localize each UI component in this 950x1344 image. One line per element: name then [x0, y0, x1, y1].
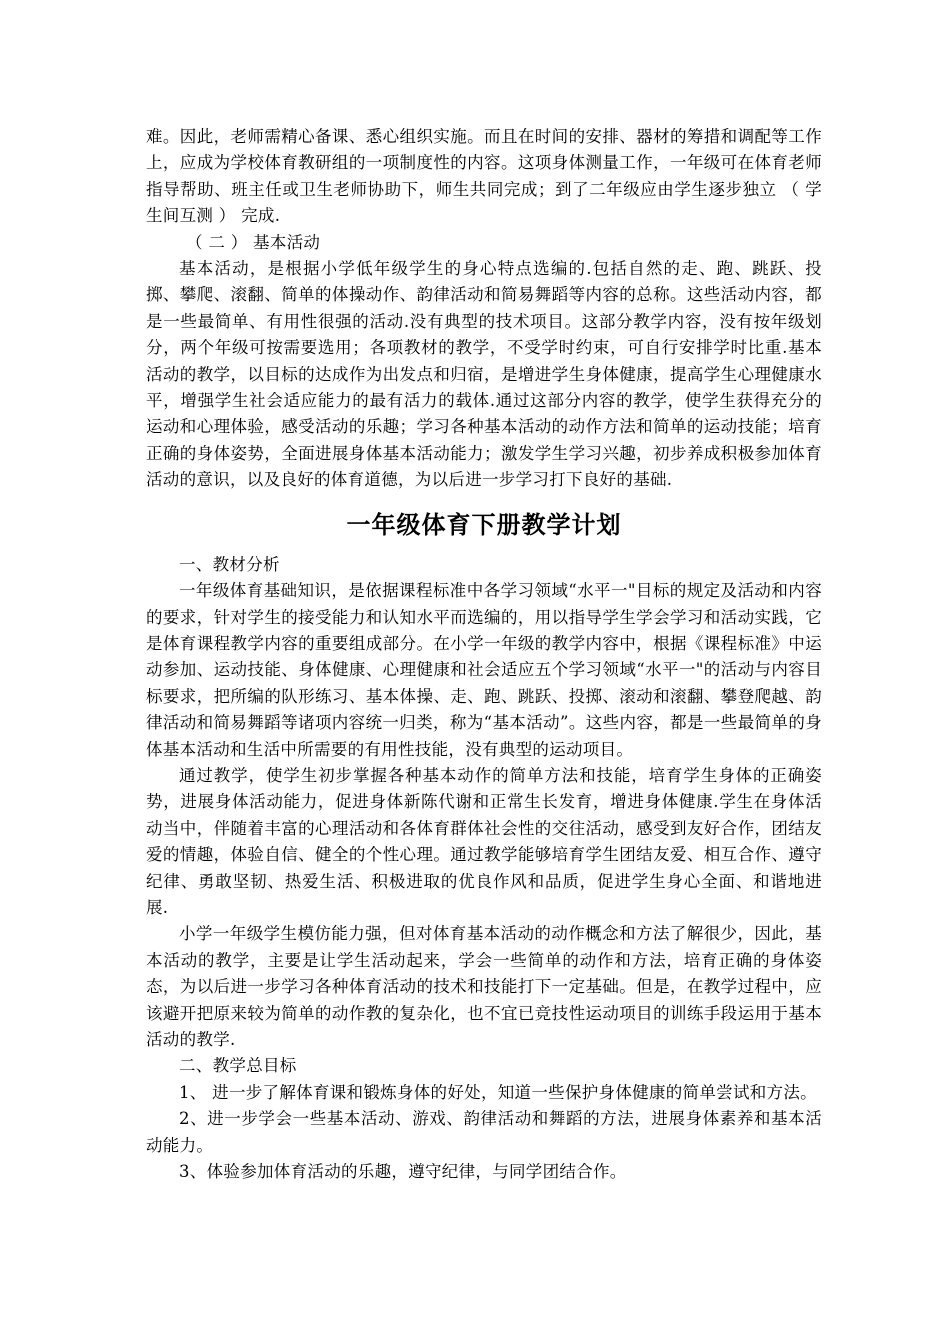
heading-basic-activities: （ 二 ） 基本活动 — [186, 232, 321, 252]
goal-item-3: 3、体验参加体育活动的乐趣，遵守纪律，与同学团结合作。 — [179, 1162, 627, 1182]
goal-item-2: 2、进一步学会一些基本活动、游戏、韵律活动和舞蹈的方法，进展身体素养和基本活动能力。 — [146, 1109, 822, 1155]
paragraph-analysis-1: 一年级体育基础知识，是依据课程标准中各学习领域“水平一"目标的规定及活动和内容的要求，针对学生的接受能力和认知水平而选编的，用以指导学生学会学习和活动实践，它是体育课程教学内容的重要组成部分。在小学一年级的教学内容中，根据《课程标准》中运动参加、运动技能、身体健康、心理健康和社会适应五个学习领域“水平一"的活动与内容目标要求，把所编的队形练习、基本体操、走、跑、跳跃、投掷、滚动和滚翻、攀登爬越、韵律活动和简易舞蹈等诸项内容统一归类，称为“基本活动”。这些内容，都是一些最简单的身体基本活动和生活中所需要的有用性技能，没有典型的运动项目。 — [146, 581, 822, 759]
paragraph-basic-activities: 基本活动，是根据小学低年级学生的身心特点选编的.包括自然的走、跑、跳跃、投掷、攀爬、滚翻、简单的体操动作、韵律活动和简易舞蹈等内容的总称。这些活动内容，都是一些最简单、有用性很强的活动.没有典型的技术项目。这部分教学内容，没有按年级划分，两个年级可按需要选用；各项教材的教学，不受学时约束，可自行安排学时比重.基本活动的教学，以目标的达成作为出发点和归宿，是增进学生身体健康，提高学生心理健康水平，增强学生社会适应能力的最有活力的载体.通过这部分内容的教学，使学生获得充分的运动和心理体验，感受活动的乐趣；学习各种基本活动的动作方法和简单的运动技能；培育正确的身体姿势，全面进展身体基本活动能力；激发学生学习兴趣，初步养成积极参加体育活动的意识，以及良好的体育道德，为以后进一步学习打下良好的基础. — [146, 259, 822, 490]
document-title: 一年级体育下册教学计划 — [346, 509, 622, 539]
heading-material-analysis: 一、教材分析 — [179, 554, 280, 574]
paragraph-intro: 难。因此，老师需精心备课、悉心组织实施。而且在时间的安排、器材的筹措和调配等工作上，应成为学校体育教研组的一项制度性的内容。这项身体测量工作，一年级可在体育老师指导帮助、班主任或卫生老师协助下，师生共同完成；到了二年级应由学生逐步独立 （ 学生间互测 ） 完成. — [146, 127, 822, 226]
document-page — [146, 124, 822, 1185]
goal-item-1: 1、 进一步了解体育课和锻炼身体的好处，知道一些保护身体健康的简单尝试和方法。 — [179, 1082, 817, 1102]
heading-teaching-goals: 二、教学总目标 — [179, 1056, 297, 1076]
paragraph-analysis-3: 小学一年级学生模仿能力强，但对体育基本活动的动作概念和方法了解很少，因此，基本活动的教学，主要是让学生活动起来，学会一些简单的动作和方法，培育正确的身体姿态，为以后进一步学习各种体育活动的技术和技能打下一定基础。但是，在教学过程中，应该避开把原来较为简单的动作教的复杂化，也不宜已竞技性运动项目的训练手段运用于基本活动的教学. — [146, 924, 822, 1049]
paragraph-analysis-2: 通过教学，使学生初步掌握各种基本动作的简单方法和技能，培育学生身体的正确姿势，进展身体活动能力，促进身体新陈代谢和正常生长发育，增进身体健康.学生在身体活动当中，伴随着丰富的心理活动和各体育群体社会性的交往活动，感受到友好合作，团结友爱的情趣，体验自信、健全的个性心理。通过教学能够培育学生团结友爱、相互合作、遵守纪律、勇敢坚韧、热爱生活、积极进取的优良作风和品质，促进学生身心全面、和谐地进展. — [146, 765, 822, 917]
